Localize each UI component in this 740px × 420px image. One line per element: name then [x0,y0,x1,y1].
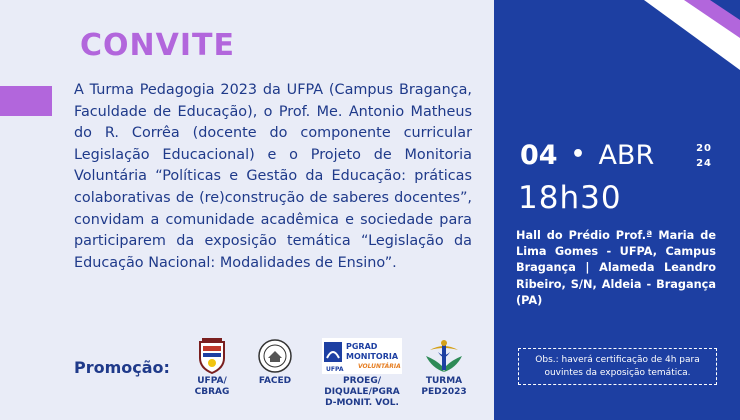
logo-turma [418,338,470,398]
invitation-text: A Turma Pedagogia 2023 da UFPA (Campus Bragança, Faculdade de Educação), o Prof. Me. Antonio Matheus do R. Corrêa (docente do componente curricular Legislação Educacional) e o Projeto de Monitoria Voluntária “Políticas e Gestão da Educação: práticas colaborativas de (re)construção de saberes docentes”, convidam a comunidade acadêmica e sociedade para participarem da exposição temática “Legislação da Educação Nacional: Modalidades de Ensino”. [74,82,472,271]
event-panel [494,0,740,420]
event-year-top: 20 [696,143,712,154]
promotion-label: Promoção: [74,358,170,377]
event-venue: Hall do Prédio Prof.ª Maria de Lima Gomes - UFPA, Campus Bragança | Alameda Leandro Ribeiro, S/N, Aldeia - Bragança (PA) [516,229,716,307]
pgrad-monitoria-logo-icon [322,338,402,374]
event-date [520,140,654,171]
page-title: CONVITE [80,28,235,63]
logo-pgrad-monitoria [316,338,408,409]
decorative-stripes [494,0,740,90]
event-year [696,141,712,171]
accent-bar [0,86,52,116]
logo-faced [253,338,297,387]
ufpa-crest-icon [197,338,227,374]
logo-ufpa [190,338,234,398]
event-day: 04 [520,140,558,171]
date-separator: • [570,142,586,167]
logo-caption: PROEG/ DIQUALE/PGRA D-MONIT. VOL. [324,376,400,408]
logo-text-corner: UFPA [326,366,344,373]
logo-caption: FACED [258,376,292,386]
certification-note: Obs.: haverá certificação de 4h para ouvintes da exposição temática. [518,348,717,385]
pedagogy-emblem-icon [422,338,466,374]
event-year-bottom: 24 [696,158,712,169]
logo-text-middle: MONITORIA [346,352,399,361]
logo-caption: TURMA PED2023 [421,376,467,397]
faced-seal-icon [256,338,294,374]
logo-text-bottom: VOLUNTÁRIA [358,363,401,370]
logo-text-top: PGRAD [346,342,378,351]
logo-caption: UFPA/ CBRAG [194,376,230,397]
event-month: ABR [598,140,655,171]
event-time: 18h30 [518,180,622,216]
